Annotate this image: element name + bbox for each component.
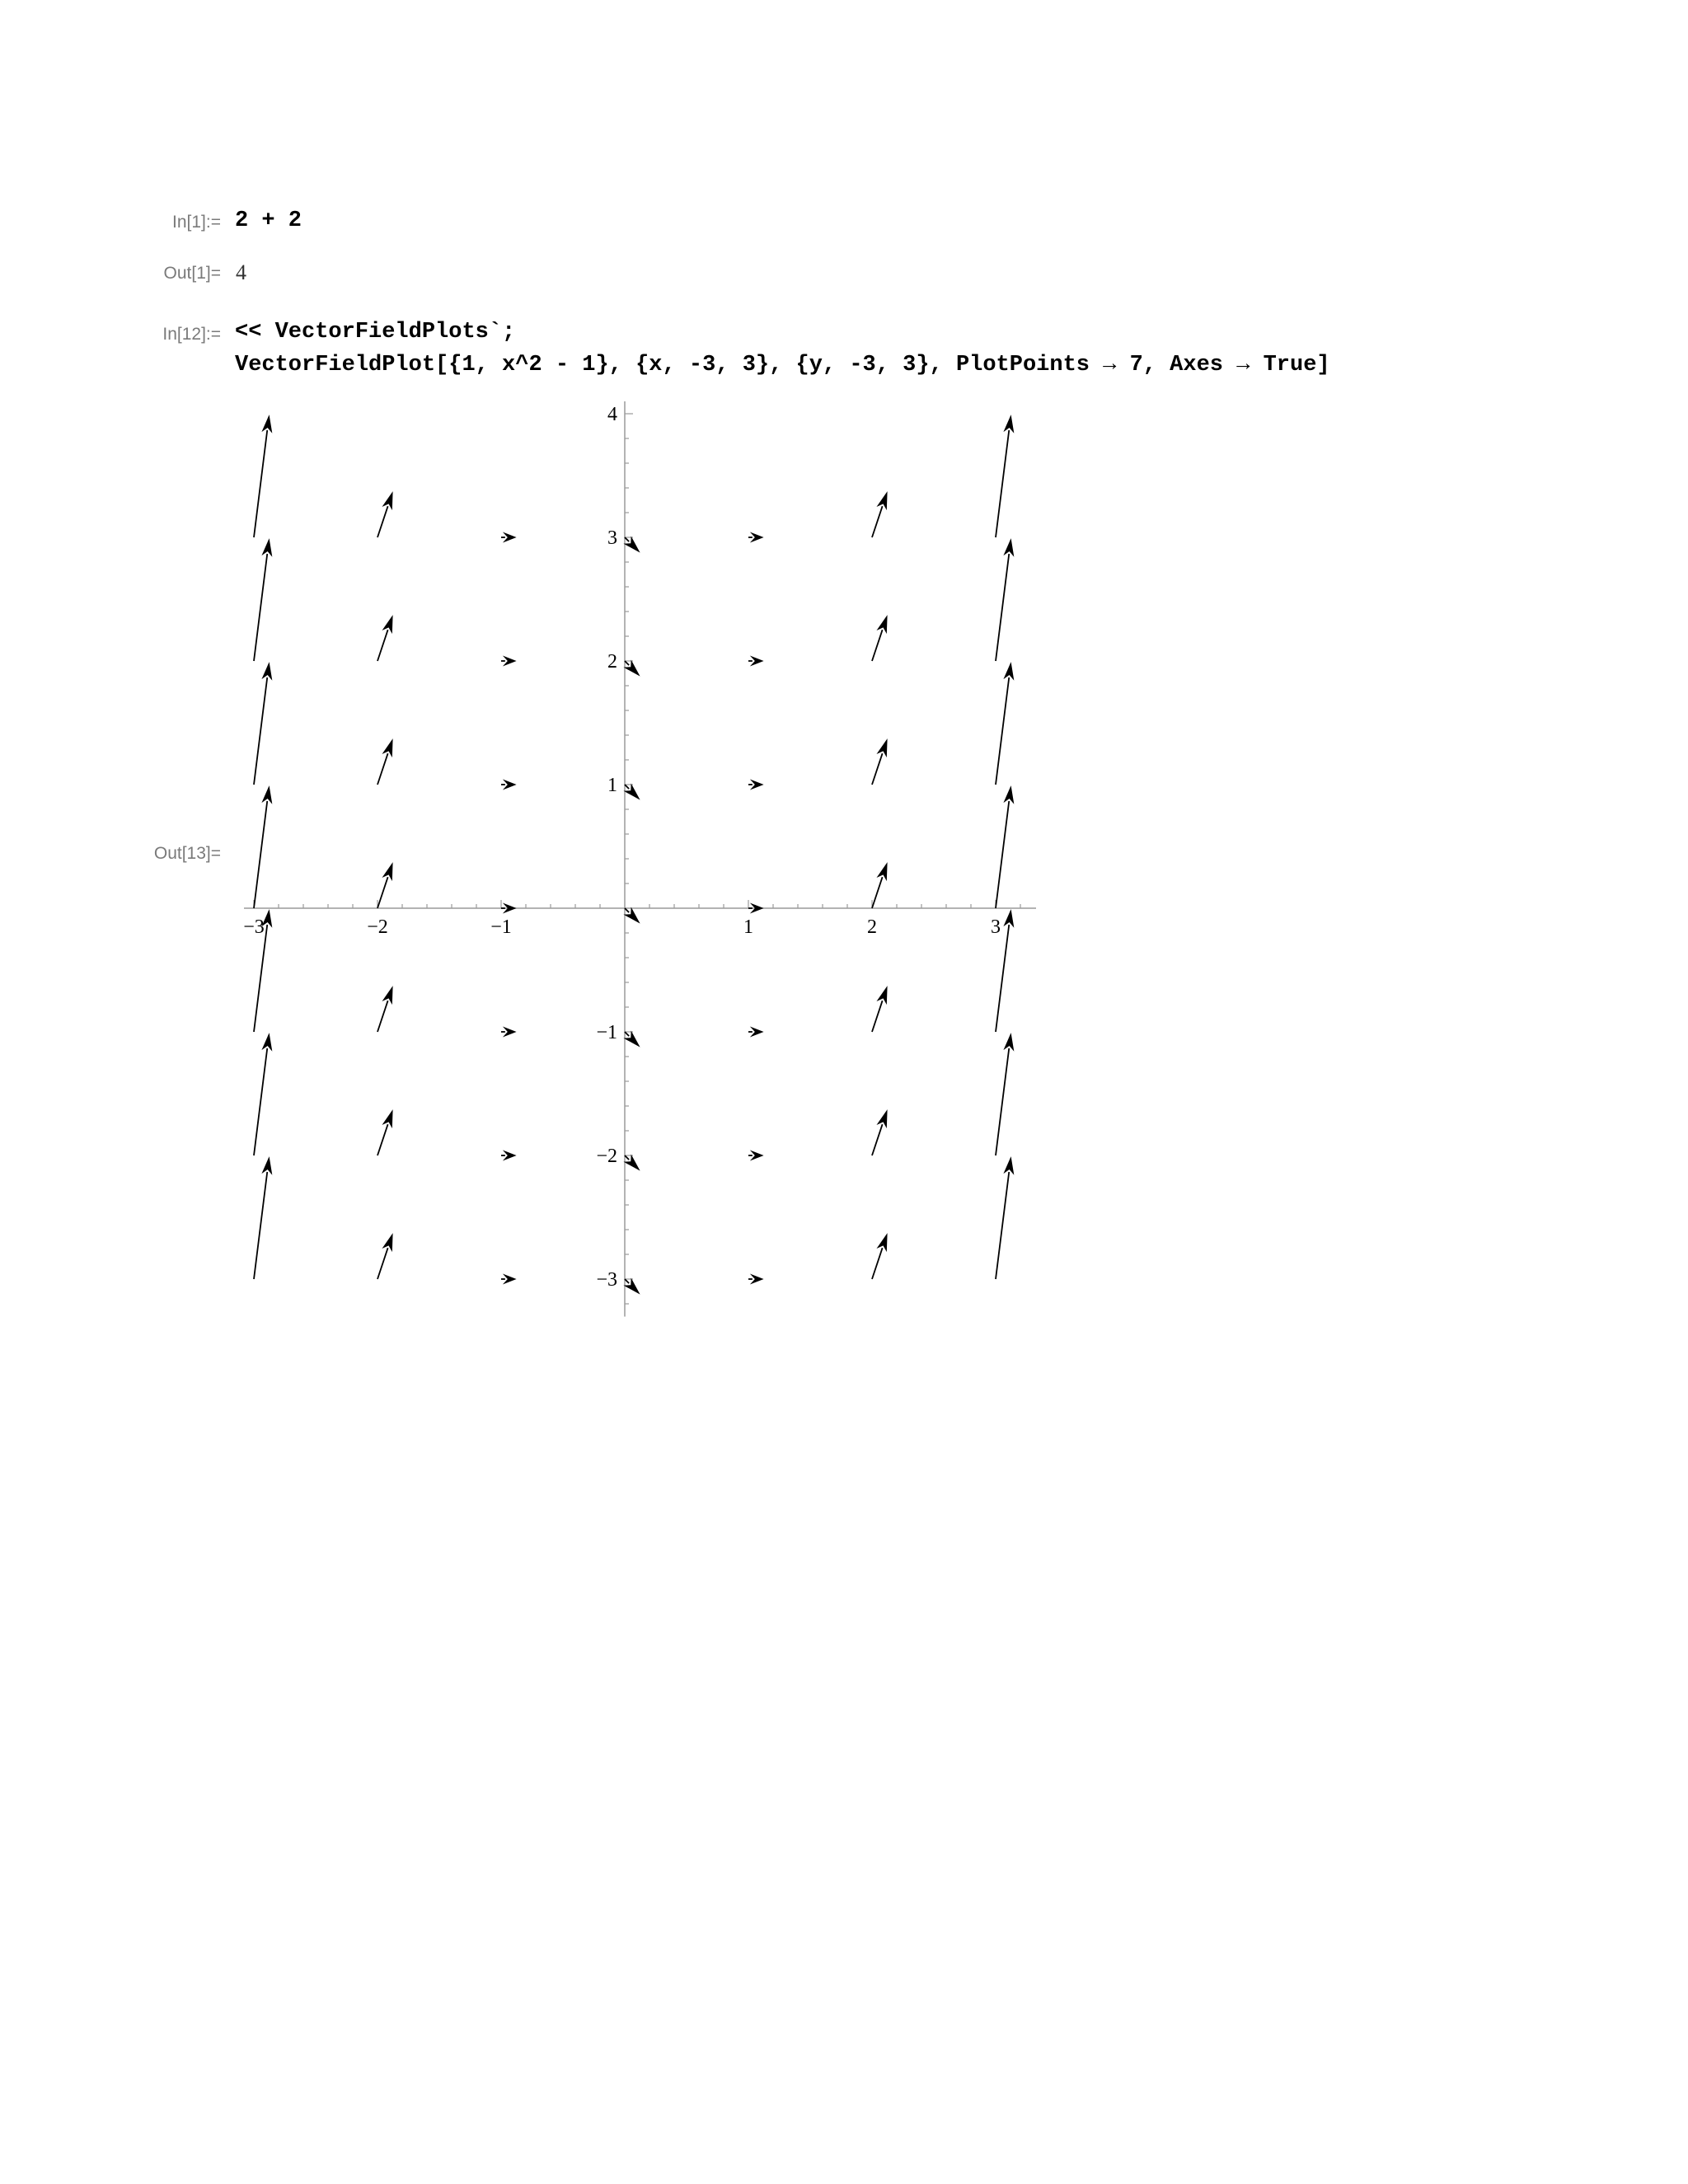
vector-arrow [996, 1156, 1014, 1279]
vector-arrow [254, 538, 272, 661]
vector-arrow [748, 903, 764, 914]
y-tick-label: 1 [607, 775, 617, 796]
arrow-shaft [872, 630, 883, 661]
vector-arrow [623, 1154, 640, 1170]
arrow-shaft [872, 506, 883, 537]
in12-code-line2[interactable]: VectorFieldPlot[{1, x^2 - 1}, {x, -3, 3}, {y, -3, 3}, PlotPoints → 7, Axes → True] [235, 353, 1330, 377]
vector-arrow [872, 738, 888, 785]
arrow-shaft [996, 677, 1009, 785]
arrow-shaft [377, 506, 388, 537]
in1-code[interactable]: 2 + 2 [235, 209, 302, 233]
arrow-shaft [996, 554, 1009, 661]
arrow-shaft [872, 1124, 883, 1155]
x-tick-label: 1 [743, 916, 753, 938]
vector-arrow [996, 1033, 1014, 1155]
in1-label: In[1]:= [172, 213, 221, 232]
arrow-shaft [377, 1124, 388, 1155]
vector-arrow [501, 1027, 517, 1038]
vector-arrow [623, 659, 640, 676]
vector-arrow [748, 532, 764, 543]
arrow-shaft [254, 1172, 267, 1279]
vector-arrow [254, 1156, 272, 1279]
plot-arrows [254, 415, 1014, 1294]
y-tick-label: −3 [596, 1269, 617, 1291]
out13-label: Out[13]= [153, 844, 221, 863]
y-tick-label: −1 [596, 1022, 617, 1043]
vector-arrow [501, 532, 517, 543]
arrow-shaft [996, 1048, 1009, 1155]
arrow-shaft [254, 677, 267, 785]
vector-arrow [377, 491, 393, 537]
y-tick-label: −2 [596, 1146, 617, 1167]
vector-arrow [254, 662, 272, 785]
plot-axes [244, 401, 1036, 1317]
vector-arrow [623, 1277, 640, 1294]
vector-arrow [377, 738, 393, 785]
vector-arrow [872, 862, 888, 908]
arrow-shaft [625, 537, 629, 541]
arrow-shaft [377, 630, 388, 661]
vector-arrow [996, 662, 1014, 785]
y-tick-label: 4 [607, 404, 617, 425]
arrow-shaft [996, 801, 1009, 908]
vector-arrow [501, 780, 517, 790]
vector-arrow [377, 615, 393, 661]
arrow-shaft [872, 877, 883, 908]
vector-arrow [996, 785, 1014, 908]
x-tick-label: −3 [243, 916, 265, 938]
vector-arrow [996, 415, 1014, 537]
vector-arrow [748, 1274, 764, 1285]
arrow-shaft [377, 877, 388, 908]
vector-arrow [501, 656, 517, 667]
vector-arrow [501, 1151, 517, 1161]
plot-tick-labels [243, 404, 1001, 1291]
vector-arrow [377, 986, 393, 1032]
arrow-shaft [254, 430, 267, 537]
vector-arrow [623, 783, 640, 799]
vector-arrow [623, 1030, 640, 1047]
arrow-shaft [872, 1001, 883, 1032]
y-tick-label: 2 [607, 651, 617, 673]
x-tick-label: 3 [991, 916, 1001, 938]
vector-arrow [748, 780, 764, 790]
vector-arrow [623, 536, 640, 552]
in12-label: In[12]:= [162, 325, 221, 344]
vector-arrow [623, 907, 640, 923]
arrow-shaft [377, 1248, 388, 1279]
arrow-shaft [625, 785, 629, 789]
arrow-shaft [625, 661, 629, 665]
arrow-shaft [377, 753, 388, 785]
arrow-shaft [872, 753, 883, 785]
arrow-shaft [625, 908, 629, 912]
vector-arrow [501, 903, 517, 914]
arrow-shaft [254, 1048, 267, 1155]
vector-arrow [377, 862, 393, 908]
in12-code-line1[interactable]: << VectorFieldPlots`; [235, 320, 516, 344]
arrow-shaft [625, 1155, 629, 1160]
arrow-shaft [377, 1001, 388, 1032]
y-tick-label: 3 [607, 527, 617, 549]
vector-arrow [254, 415, 272, 537]
vector-arrow [872, 1233, 888, 1279]
arrow-shaft [625, 1279, 629, 1283]
arrow-shaft [254, 554, 267, 661]
vector-arrow [996, 538, 1014, 661]
x-tick-label: 2 [867, 916, 877, 938]
vector-arrow [748, 1027, 764, 1038]
arrow-shaft [996, 925, 1009, 1032]
arrow-shaft [254, 925, 267, 1032]
arrow-shaft [872, 1248, 883, 1279]
x-tick-label: −2 [367, 916, 388, 938]
vector-arrow [501, 1274, 517, 1285]
arrow-shaft [254, 801, 267, 908]
vector-arrow [872, 615, 888, 661]
arrow-shaft [625, 1032, 629, 1036]
vector-arrow [377, 1233, 393, 1279]
vector-arrow [872, 986, 888, 1032]
vector-arrow [748, 656, 764, 667]
out1-label: Out[1]= [163, 264, 221, 283]
vector-arrow [254, 1033, 272, 1155]
vector-arrow [872, 491, 888, 537]
vector-arrow [748, 1151, 764, 1161]
vector-arrow [377, 1109, 393, 1155]
vector-arrow [254, 785, 272, 908]
x-tick-label: −1 [490, 916, 512, 938]
vector-arrow [872, 1109, 888, 1155]
out1-value: 4 [236, 260, 246, 284]
arrow-shaft [996, 430, 1009, 537]
arrow-shaft [996, 1172, 1009, 1279]
